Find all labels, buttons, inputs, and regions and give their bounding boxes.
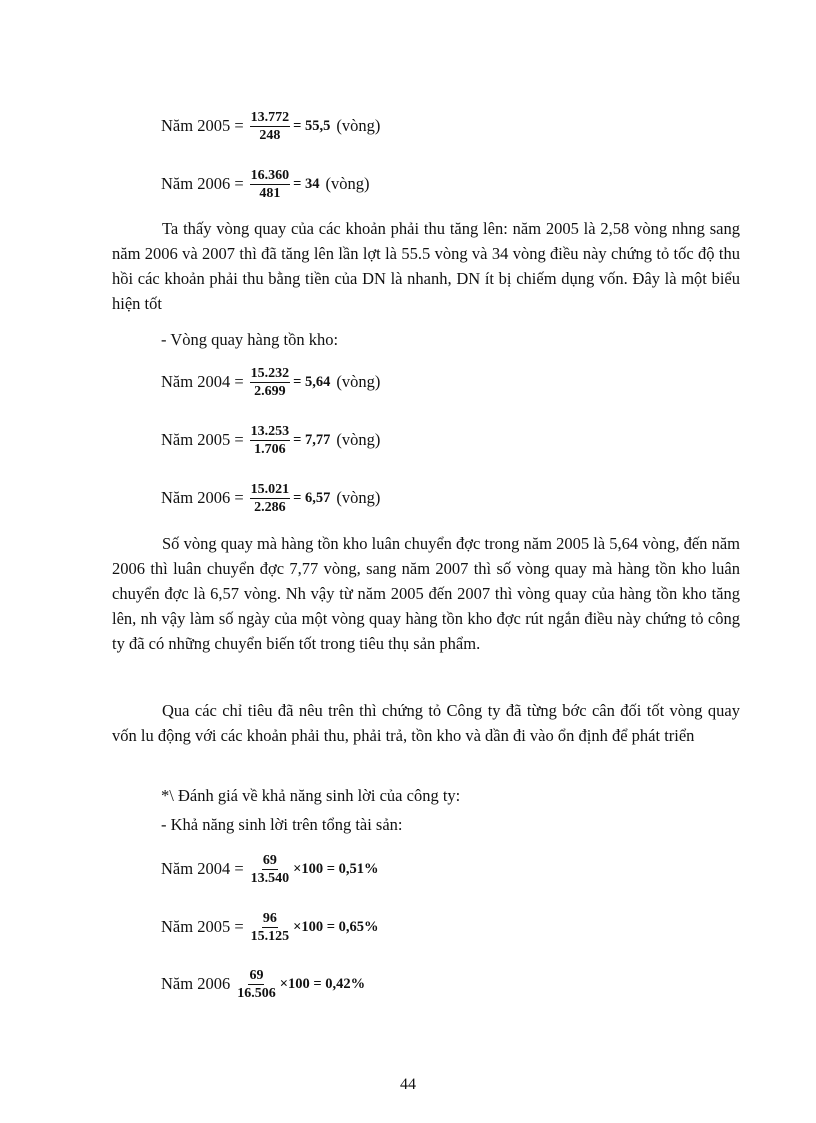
denominator: 1.706 (254, 441, 286, 457)
numerator: 69 (249, 967, 264, 983)
fraction (250, 365, 291, 400)
paragraph-text: Qua các chỉ tiêu đã nêu trên thì chứng tỏ Công ty đã từng bớc cân đối tốt vòng quay vốn lu động với các khoản phải thu, phải trả, tồn kho và dần đi vào ổn định để phát triển (112, 701, 740, 745)
numerator: 16.360 (250, 167, 290, 183)
heading-return-on-assets: - Khả năng sinh lời trên tổng tài sản: (161, 815, 403, 834)
paragraph-inventory (112, 531, 740, 656)
paragraph-text: Ta thấy vòng quay của các khoản phải thu tăng lên: năm 2005 là 2,58 vòng nhng sang năm 2006 và 2007 thì đã tăng lên lần lợt là 55.5 vòng và 34 vòng điều này chứng tỏ tốc độ thu hồi các khoản phải thu bằng tiền của DN là nhanh, DN ít bị chiếm dụng vốn. Đây là một biểu hiện tốt (112, 219, 740, 313)
denominator: 2.699 (254, 383, 286, 399)
equation-unit: (vòng) (336, 372, 381, 391)
denominator: 2.286 (254, 499, 286, 515)
equation-result: = 55,5 (293, 117, 331, 134)
paragraph-summary (112, 698, 740, 748)
equation-2004-roa (161, 847, 385, 891)
equation-2004-inventory (161, 360, 380, 404)
fraction (250, 852, 291, 887)
numerator: 15.021 (250, 481, 290, 497)
equation-result: = 34 (293, 175, 320, 192)
denominator: 16.506 (237, 985, 276, 1001)
equation-2006-receivables (161, 162, 370, 206)
equation-2006-roa (161, 962, 371, 1006)
equation-result: ×100 = 0,42% (279, 975, 366, 992)
denominator: 13.540 (250, 870, 290, 886)
numerator: 13.253 (250, 423, 290, 439)
fraction (250, 481, 291, 516)
equation-unit: (vòng) (336, 116, 381, 135)
denominator: 248 (259, 127, 281, 143)
numerator: 15.232 (250, 365, 290, 381)
equation-unit: (vòng) (325, 174, 370, 193)
equation-unit: (vòng) (336, 488, 381, 507)
numerator: 13.772 (250, 109, 290, 125)
equation-2006-inventory (161, 476, 380, 520)
equation-label: Năm 2006 (161, 974, 231, 993)
paragraph-receivables (112, 216, 740, 316)
equation-label: Năm 2006 = (161, 174, 244, 193)
fraction (250, 109, 291, 144)
fraction (250, 167, 291, 202)
numerator: 96 (262, 910, 277, 926)
equation-label: Năm 2004 = (161, 372, 244, 391)
equation-result: ×100 = 0,51% (293, 860, 379, 877)
fraction (236, 967, 277, 1002)
equation-label: Năm 2005 = (161, 917, 244, 936)
numerator: 69 (262, 852, 277, 868)
equation-2005-receivables (161, 104, 380, 148)
equation-label: Năm 2005 = (161, 430, 244, 449)
equation-result: = 5,64 (293, 373, 331, 390)
denominator: 15.125 (250, 928, 290, 944)
fraction (250, 423, 291, 458)
equation-2005-roa (161, 905, 385, 949)
equation-result: = 6,57 (293, 489, 331, 506)
page-number: 44 (400, 1076, 416, 1093)
equation-result: = 7,77 (293, 431, 331, 448)
equation-label: Năm 2005 = (161, 116, 244, 135)
equation-2005-inventory (161, 418, 380, 462)
paragraph-text: Số vòng quay mà hàng tồn kho luân chuyển đợc trong năm 2005 là 5,64 vòng, đến năm 2006 thì luân chuyển đợc 7,77 vòng, sang năm 2007 thì số vòng quay mà hàng tồn kho luân chuyển đợc là 6,57 vòng. Nh vậy từ năm 2005 đến 2007 thì vòng quay của hàng tồn kho tăng lên, nh vậy làm số ngày của một vòng quay hàng tồn kho đợc rút ngắn điều này chứng tỏ công ty đã có những chuyển biến tốt trong tiêu thụ sản phẩm. (112, 534, 740, 653)
heading-profitability: *\ Đánh giá về khả năng sinh lời của công ty: (161, 786, 461, 805)
equation-unit: (vòng) (336, 430, 381, 449)
equation-label: Năm 2006 = (161, 488, 244, 507)
equation-result: ×100 = 0,65% (293, 918, 379, 935)
heading-inventory-turnover: - Vòng quay hàng tồn kho: (161, 330, 339, 349)
fraction (250, 910, 291, 945)
equation-label: Năm 2004 = (161, 859, 244, 878)
denominator: 481 (259, 185, 281, 201)
